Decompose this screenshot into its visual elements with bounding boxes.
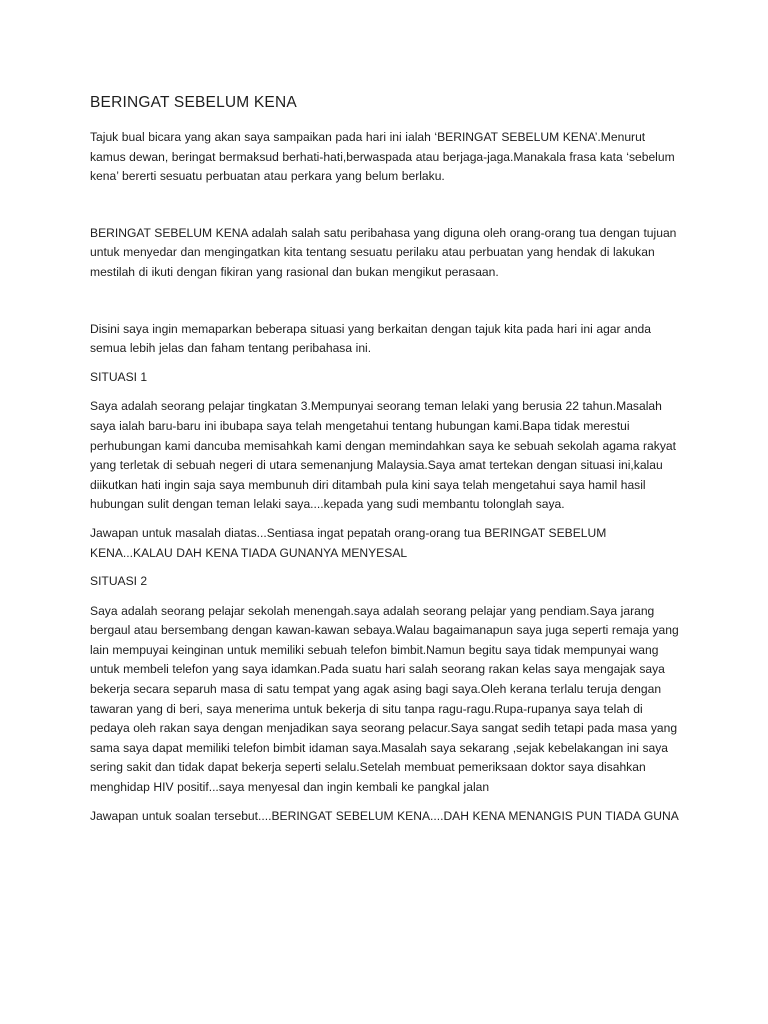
- document-title: BERINGAT SEBELUM KENA: [90, 94, 297, 111]
- intro-paragraph-2: BERINGAT SEBELUM KENA adalah salah satu peribahasa yang diguna oleh orang-orang tua dengan tujuan untuk menyedar dan mengingatkan kita tentang sesuatu perilaku atau perbuatan yang hendak di lakukan mestilah di ikuti dengan fikiran yang rasional dan bukan mengikut perasaan.: [90, 225, 677, 279]
- document-body: [90, 93, 684, 835]
- situasi-1-body: Saya adalah seorang pelajar tingkatan 3.Mempunyai seorang teman lelaki yang berusia 22 tahun.Masalah saya ialah baru-baru ini ibubapa saya telah mengetahui tentang hubungan kami.Bapa tidak merestui perhubungan kami dancuba memisahkah kami dengan memindahkan saya ke sebuah sekolah agama rakyat yang terletak di sebuah negeri di utara semenanjung Malaysia.Saya amat tertekan dengan situasi ini,kalau diikutkan hati ingin saja saya membunuh diri ditambah pula kini saya telah mengetahui saya hamil hasil hubungan sulit dengan teman lelaki saya....kepada yang sudi membantu tolonglah saya.: [90, 399, 676, 512]
- situasi-1-heading: SITUASI 1: [90, 369, 148, 384]
- situasi-2-heading: SITUASI 2: [90, 574, 148, 589]
- situasi-2-answer: Jawapan untuk soalan tersebut....BERINGAT SEBELUM KENA....DAH KENA MENANGIS PUN TIADA GUNA: [90, 808, 679, 823]
- intro-paragraph-3: Disini saya ingin memaparkan beberapa situasi yang berkaitan dengan tajuk kita pada hari ini agar anda semua lebih jelas dan faham tentang peribahasa ini.: [90, 321, 652, 356]
- intro-paragraph-1: Tajuk bual bicara yang akan saya sampaikan pada hari ini ialah ‘BERINGAT SEBELUM KENA’.Menurut kamus dewan, beringat bermaksud berhati-hati,berwaspada atau berjaga-jaga.Manakala frasa kata ‘sebelum kena’ bererti sesuatu perbuatan atau perkara yang belum berlaku.: [90, 130, 675, 184]
- situasi-1-answer: Jawapan untuk masalah diatas...Sentiasa ingat pepatah orang-orang tua BERINGAT SEBELUM KENA...KALAU DAH KENA TIADA GUNANYA MENYESAL: [90, 525, 607, 560]
- situasi-2-body: Saya adalah seorang pelajar sekolah menengah.saya adalah seorang pelajar yang pendiam.Saya jarang bergaul atau bersembang dengan kawan-kawan sebaya.Walau bagaimanapun saya juga seperti remaja yang lain mempuyai keinginan untuk memiliki sebuah telefon bimbit.Namun begitu saya tidak mempunyai wang untuk membeli telefon yang saya idamkan.Pada suatu hari salah seorang rakan kelas saya mengajak saya bekerja secara separuh masa di satu tempat yang agak asing bagi saya.Oleh kerana terlalu teruja dengan tawaran yang di beri, saya menerima untuk bekerja di situ tanpa ragu-ragu.Rupa-rupanya saya telah di pedaya oleh rakan saya dengan menjadikan saya seorang pelacur.Saya sangat sedih tetapi pada masa yang sama saya dapat memiliki telefon bimbit idaman saya.Masalah saya sekarang ,sejak kebelakangan ini saya sering sakit dan tidak dapat bekerja seperti selalu.Setelah membuat pemeriksaan doktor saya disahkan menghidap HIV positif...saya menyesal dan ingin kembali ke pangkal jalan: [90, 603, 679, 795]
